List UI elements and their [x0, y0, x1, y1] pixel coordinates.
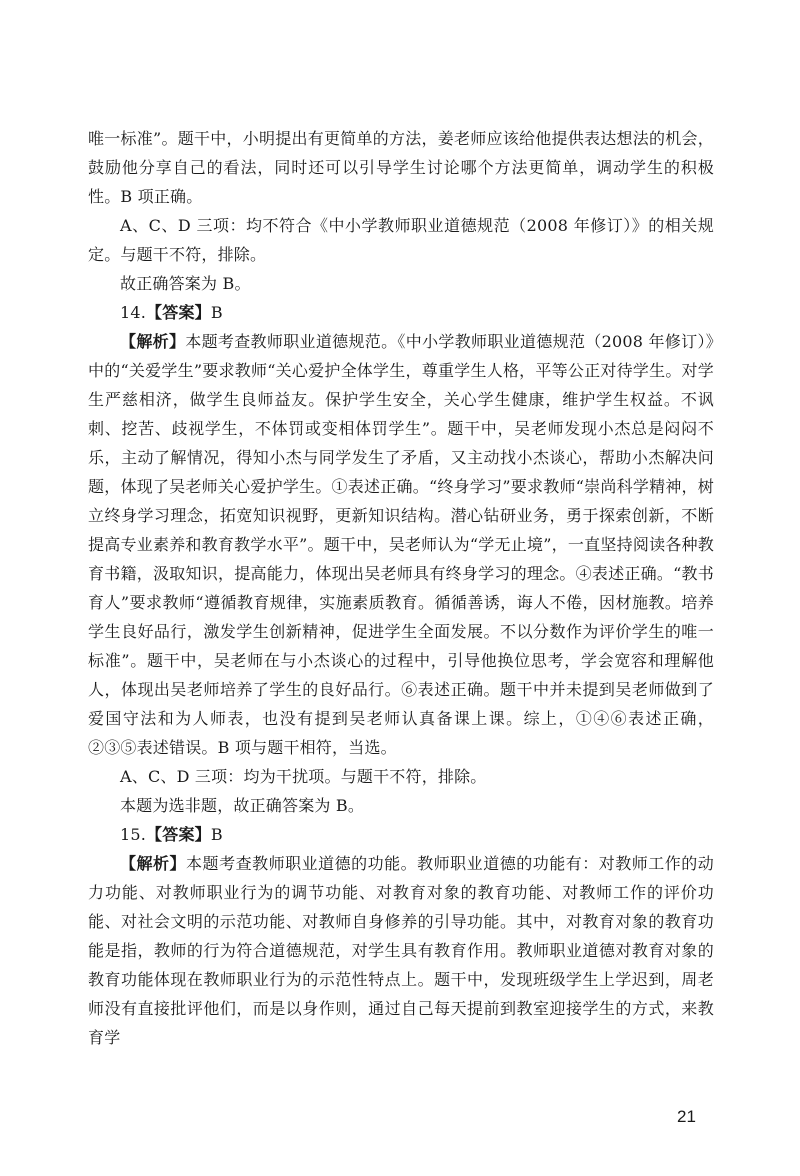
answer-line-15 [88, 820, 714, 849]
answer-label: 【答案】 [146, 825, 211, 844]
analysis-text: 本题考查教师职业道德规范。《中小学教师职业道德规范（2008 年修订）》中的“关爱学生”要求教师“关心爱护全体学生，尊重学生人格，平等公正对待学生。对学生严慈相济，做学生良师益友。保护学生安全，关心学生健康，维护学生权益。不讽刺、挖苦、歧视学生，不体罚或变相体罚学生”。题干中，吴老师发现小杰总是闷闷不乐，主动了解情况，得知小杰与同学发生了矛盾，又主动找小杰谈心，帮助小杰解决问题，体现了吴老师关心爱护学生。①表述正确。“终身学习”要求教师“崇尚科学精神，树立终身学习理念，拓宽知识视野，更新知识结构。潜心钻研业务，勇于探索创新，不断提高专业素养和教育教学水平”。题干中，吴老师认为“学无止境”，一直坚持阅读各种教育书籍，汲取知识，提高能力，体现出吴老师具有终身学习的理念。④表述正确。“教书育人”要求教师“遵循教育规律，实施素质教育。循循善诱，诲人不倦，因材施教。培养学生良好品行，激发学生创新精神，促进学生全面发展。不以分数作为评价学生的唯一标准”。题干中，吴老师在与小杰谈心的过程中，引导他换位思考，学会宽容和理解他人，体现出吴老师培养了学生的良好品行。⑥表述正确。题干中并未提到吴老师做到了爱国守法和为人师表，也没有提到吴老师认真备课上课。综上，①④⑥表述正确，②③⑤表述错误。B 项与题干相符，当选。 [88, 332, 714, 757]
page-number: 21 [677, 1107, 696, 1126]
question-number: 15. [120, 825, 147, 844]
paragraph-options-acd: A、C、D 三项：均不符合《中小学教师职业道德规范（2008 年修订）》的相关规定。与题干不符，排除。 [88, 216, 714, 264]
answer-line-14 [88, 298, 714, 327]
analysis-14 [88, 327, 714, 762]
paragraph-distractors: A、C、D 三项：均为干扰项。与题干不符，排除。 [120, 767, 487, 786]
document-body [88, 124, 714, 1052]
analysis-label: 【解析】 [120, 332, 186, 351]
paragraph-conclusion: 本题为选非题，故正确答案为 B。 [120, 796, 365, 815]
paragraph-conclusion: 故正确答案为 B。 [120, 274, 251, 293]
analysis-label: 【解析】 [120, 854, 187, 873]
answer-label: 【答案】 [146, 303, 211, 322]
question-number: 14. [120, 303, 147, 322]
answer-value: B [210, 303, 223, 322]
paragraph-continuation: 唯一标准”。题干中，小明提出有更简单的方法，姜老师应该给他提供表达想法的机会，鼓励他分享自己的看法，同时还可以引导学生讨论哪个方法更简单，调动学生的积极性。B 项正确。 [88, 129, 714, 206]
analysis-15 [88, 849, 714, 1052]
answer-value: B [210, 825, 223, 844]
analysis-text: 本题考查教师职业道德的功能。教师职业道德的功能有：对教师工作的动力功能、对教师职业行为的调节功能、对教育对象的教育功能、对教师工作的评价功能、对社会文明的示范功能、对教师自身修养的引导功能。其中，对教育对象的教育功能是指，教师的行为符合道德规范，对学生具有教育作用。教师职业道德对教育对象的教育功能体现在教师职业行为的示范性特点上。题干中，发现班级学生上学迟到，周老师没有直接批评他们，而是以身作则，通过自己每天提前到教室迎接学生的方式，来教育学 [88, 854, 714, 1047]
